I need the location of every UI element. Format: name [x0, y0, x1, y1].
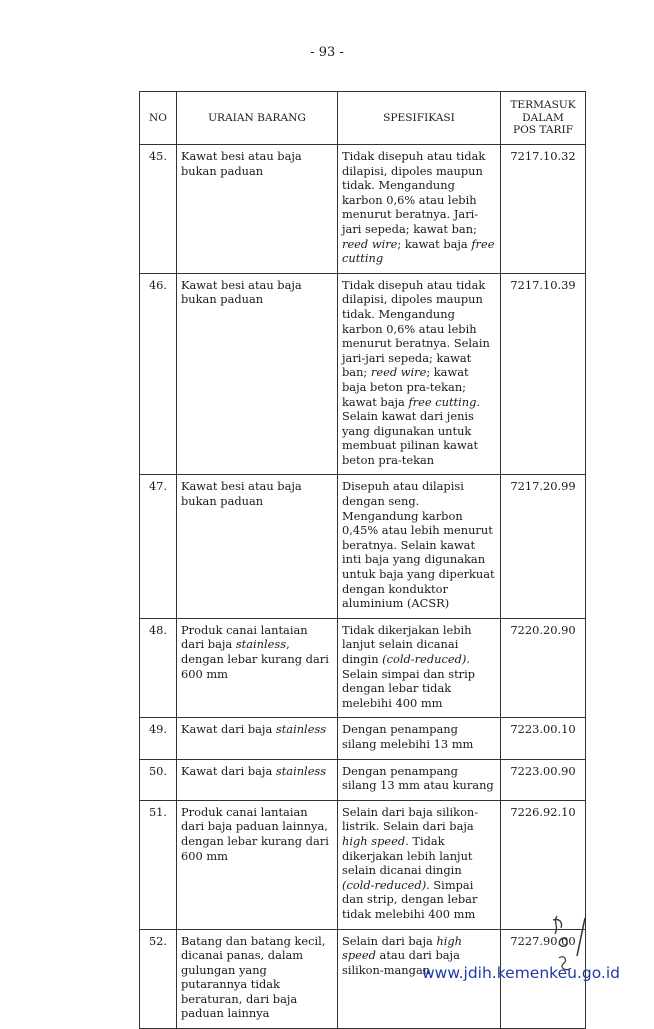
italic-term: (cold-reduced) — [342, 877, 427, 892]
pos-tarif-cell: 7223.00.90 — [501, 759, 586, 800]
text-fragment: . Selain kawat dari jenis yang digunakan untuk membuat pilinan kawat beton pra-tekan — [342, 394, 480, 467]
table-row — [140, 618, 586, 718]
text-fragment: . Tidak dikerjakan lebih lanjut selain dicanai dingin — [342, 833, 473, 878]
text-fragment: Tidak disepuh atau tidak dilapisi, dipoles maupun tidak. Mengandung karbon 0,6% atau lebih menurut beratnya. Selain jari-jari sepeda; kawat ban; — [342, 277, 490, 380]
spesifikasi-cell — [338, 759, 501, 800]
spesifikasi-cell — [338, 475, 501, 618]
text-fragment: Produk canai lantaian dari baja — [181, 622, 308, 652]
table-row — [140, 475, 586, 618]
uraian-barang-cell: Kawat besi atau baja bukan paduan — [177, 145, 338, 274]
uraian-barang-cell — [177, 759, 338, 800]
pos-tarif-cell: 7226.92.10 — [501, 800, 586, 929]
table-row — [140, 145, 586, 274]
pos-tarif-cell: 7217.10.39 — [501, 273, 586, 475]
text-fragment: Dengan penampang silang melebihi 13 mm — [342, 722, 474, 751]
table-row — [140, 800, 586, 929]
uraian-barang-cell: Kawat besi atau baja bukan paduan — [177, 475, 338, 618]
italic-term: reed wire — [342, 236, 398, 251]
page-number: - 93 - — [310, 45, 344, 60]
italic-term: free cutting — [342, 236, 495, 266]
italic-term: stainless — [235, 637, 287, 652]
text-fragment: ; kawat baja beton pra-tekan; kawat baja — [342, 365, 469, 409]
text-fragment: Disepuh atau dilapisi dengan seng. Mengandung karbon 0,45% atau lebih menurut beratnya. Selain kawat inti baja yang digunakan untuk baja yang diperkuat dengan konduktor aluminium (ACSR) — [342, 479, 495, 611]
header-uraian-barang: URAIAN BARANG — [177, 92, 338, 145]
goods-table — [139, 91, 586, 1029]
italic-term: (cold-reduced) — [382, 652, 467, 666]
table-row — [140, 718, 586, 759]
spesifikasi-cell — [338, 800, 501, 929]
italic-term: stainless — [275, 722, 327, 737]
text-fragment: . Selain simpai dan strip dengan lebar tidak melebihi 400 mm — [342, 652, 476, 710]
text-fragment: Dengan penampang silang 13 mm atau kurang — [342, 763, 494, 793]
italic-term: stainless — [275, 763, 327, 778]
uraian-barang-cell: Kawat besi atau baja bukan paduan — [177, 273, 338, 475]
spesifikasi-cell — [338, 618, 501, 718]
row-number: 45. — [140, 145, 177, 274]
header-pos-tarif — [501, 92, 586, 145]
pos-tarif-cell: 7217.10.32 — [501, 145, 586, 274]
spesifikasi-cell — [338, 273, 501, 475]
header-pos-tarif-line: POS TARIF — [512, 124, 574, 137]
text-fragment: Selain dari baja — [342, 933, 437, 948]
table-header-row — [140, 92, 586, 145]
footer-url[interactable]: www.jdih.kemenkeu.go.id — [422, 964, 620, 982]
row-number: 51. — [140, 800, 177, 929]
text-fragment: Kawat dari baja — [181, 722, 276, 737]
header-no: NO — [140, 92, 177, 145]
text-fragment: atau dari baja silikon-mangan — [342, 948, 460, 977]
pos-tarif-cell: 7217.20.99 — [501, 475, 586, 618]
row-number: 52. — [140, 929, 177, 1029]
table-body — [140, 145, 586, 1029]
uraian-barang-cell: Batang dan batang kecil, dicanai panas, dalam gulungan yang putarannya tidak beraturan, dari baja paduan lainnya — [177, 929, 338, 1029]
pos-tarif-cell: 7220.20.90 — [501, 618, 586, 718]
uraian-barang-cell — [177, 718, 338, 759]
text-fragment: Selain dari baja silikon-listrik. Selain dari baja — [342, 804, 479, 834]
italic-term: high speed — [342, 833, 406, 848]
text-fragment: Tidak dikerjakan lebih lanjut selain dicanai dingin — [342, 622, 472, 666]
table-row — [140, 759, 586, 800]
italic-term: reed wire — [370, 365, 427, 380]
spesifikasi-cell — [338, 718, 501, 759]
spesifikasi-cell — [338, 145, 501, 274]
italic-term: free cutting — [408, 394, 477, 409]
header-pos-tarif-line: TERMASUK — [510, 99, 576, 112]
row-number: 50. — [140, 759, 177, 800]
text-fragment: ; kawat baja — [397, 236, 472, 251]
row-number: 47. — [140, 475, 177, 618]
row-number: 49. — [140, 718, 177, 759]
text-fragment: . Simpai dan strip, dengan lebar tidak melebihi 400 mm — [342, 877, 478, 921]
text-fragment: Kawat dari baja — [181, 763, 276, 778]
uraian-barang-cell: Produk canai lantaian dari baja paduan lainnya, dengan lebar kurang dari 600 mm — [177, 800, 338, 929]
row-number: 46. — [140, 273, 177, 475]
uraian-barang-cell — [177, 618, 338, 718]
pos-tarif-cell: 7223.00.10 — [501, 718, 586, 759]
text-fragment: Tidak disepuh atau tidak dilapisi, dipoles maupun tidak. Mengandung karbon 0,6% atau lebih menurut beratnya. Jari-jari sepeda; kawat ban; — [342, 149, 486, 236]
header-pos-tarif-line: DALAM — [522, 111, 564, 124]
table-row — [140, 273, 586, 475]
text-fragment: , dengan lebar kurang dari 600 mm — [181, 637, 329, 681]
pos-tarif-cell: 7227.90.00 — [501, 929, 586, 1029]
row-number: 48. — [140, 618, 177, 718]
header-spesifikasi: SPESIFIKASI — [338, 92, 501, 145]
italic-term: high speed — [342, 933, 463, 963]
